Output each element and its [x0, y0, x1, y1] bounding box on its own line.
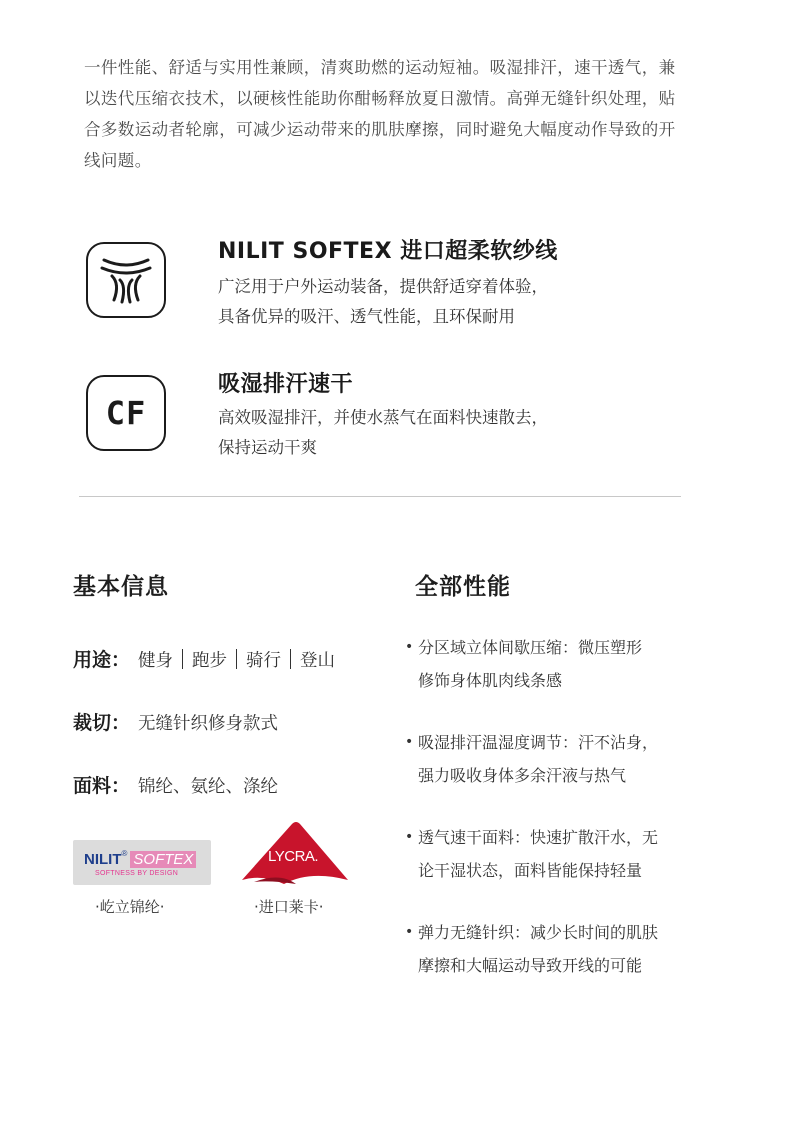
performance-item: • 透气速干面料：快速扩散汗水，无 论干湿状态，面料皆能保持轻量	[405, 821, 695, 887]
lycra-logo: LYCRA.	[240, 820, 350, 886]
performance-item: • 弹力无缝针织：减少长时间的肌肤 摩擦和大幅运动导致开线的可能	[405, 916, 695, 982]
usage-value: 跑步	[192, 651, 228, 671]
section-divider	[79, 496, 681, 497]
separator	[182, 649, 183, 669]
usage-value: 健身	[138, 651, 174, 671]
bullet-icon: •	[405, 829, 414, 845]
separator	[236, 649, 237, 669]
usage-label: 用途：	[73, 649, 131, 671]
fabric-label: 面料：	[73, 775, 131, 797]
performance-title: 全部性能	[415, 574, 511, 600]
cut-row	[73, 708, 278, 735]
usage-value: 登山	[300, 651, 336, 671]
bullet-icon: •	[405, 734, 414, 750]
feature-title: NILIT SOFTEX 进口超柔软纱线	[218, 239, 558, 264]
feature-description: 广泛用于户外运动装备，提供舒适穿着体验， 具备优异的吸汗、透气性能，且环保耐用	[218, 277, 548, 326]
feature-nilit	[86, 239, 646, 332]
cut-value: 无缝针织修身款式	[138, 714, 279, 734]
feature-description: 高效吸湿排汗，并使水蒸气在面料快速散去， 保持运动干爽	[218, 408, 548, 457]
brand-caption: ·屹立锦纶·	[95, 898, 165, 916]
brand-caption: ·进口莱卡·	[254, 898, 324, 916]
usage-row	[73, 645, 335, 672]
bullet-icon: •	[405, 639, 414, 655]
performance-item: • 吸湿排汗温湿度调节：汗不沾身， 强力吸收身体多余汗液与热气	[405, 726, 695, 792]
feature-title: 吸湿排汗速干	[218, 372, 354, 397]
usage-value: 骑行	[246, 651, 282, 671]
nilit-yarn-icon	[86, 242, 166, 318]
intro-paragraph: 一件性能、舒适与实用性兼顾，清爽助燃的运动短袖。吸湿排汗，速干透气，兼以迭代压缩衣技术，以硬核性能助你酣畅释放夏日激情。高弹无缝针织处理，贴合多数运动者轮廓，可减少运动带来的肌肤摩擦，同时避免大幅度动作导致的开线问题。	[84, 58, 676, 170]
fabric-value: 锦纶、氨纶、涤纶	[138, 777, 279, 797]
fabric-row	[73, 771, 278, 798]
nilit-brand	[73, 840, 211, 920]
lycra-brand	[240, 820, 350, 920]
feature-quick-dry	[86, 372, 646, 465]
basic-info-title: 基本信息	[73, 574, 169, 600]
nilit-logo: NILIT® SOFTEX SOFTNESS BY DESIGN	[73, 840, 211, 885]
bullet-icon: •	[405, 924, 414, 940]
cf-quick-dry-icon: CF	[86, 375, 166, 451]
cut-label: 裁切：	[73, 712, 131, 734]
separator	[290, 649, 291, 669]
performance-item: • 分区域立体间歇压缩：微压塑形 修饰身体肌肉线条感	[405, 631, 695, 697]
